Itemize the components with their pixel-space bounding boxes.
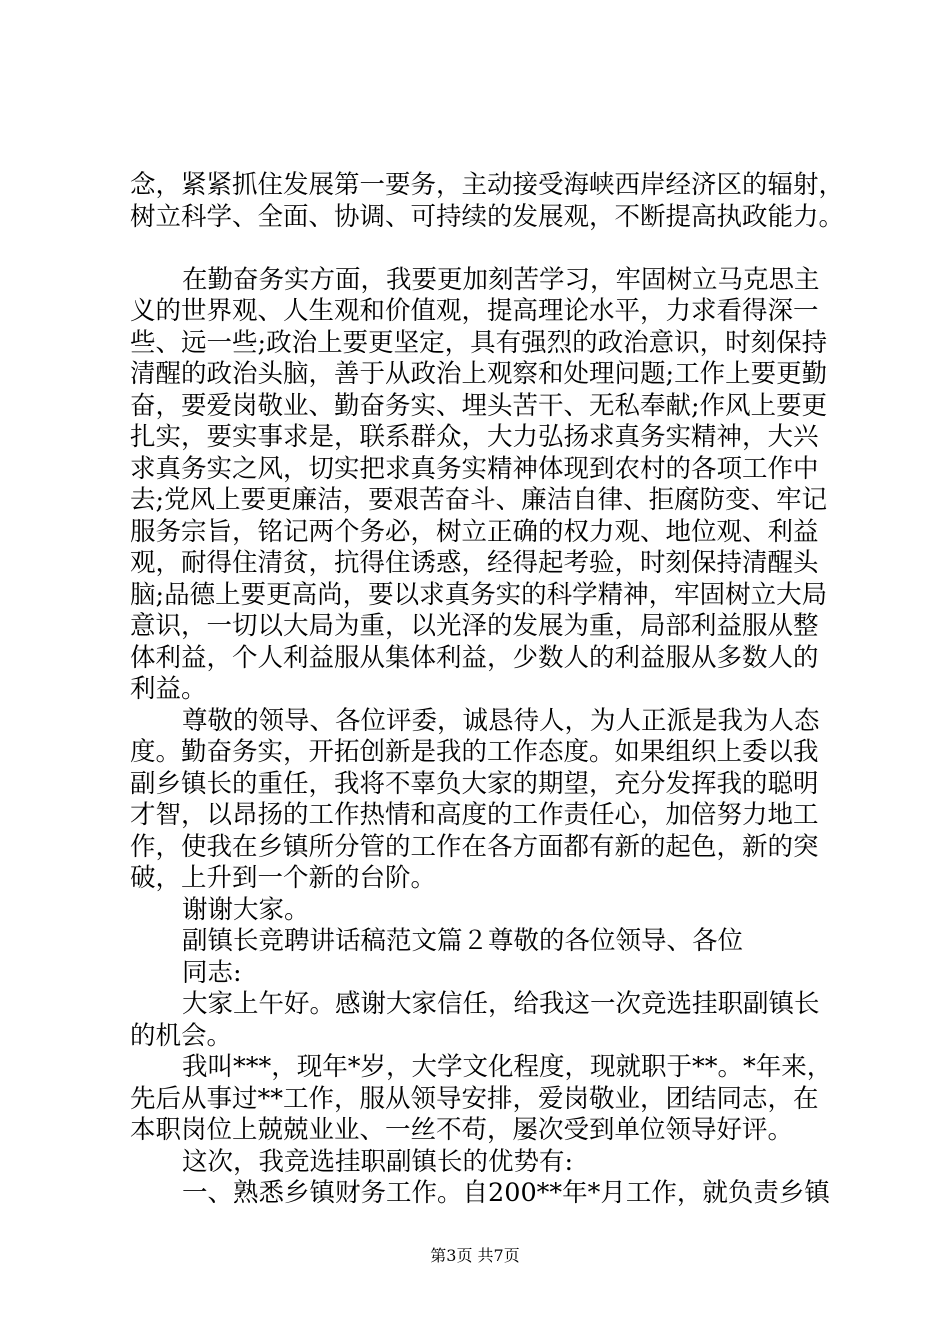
text-line: 去;党风上要更廉洁，要艰苦奋斗、廉洁自律、拒腐防变、牢记 (130, 485, 828, 515)
text-line: 大家上午好。感谢大家信任，给我这一次竞选挂职副镇长 (182, 989, 820, 1019)
text-line: 利益。 (130, 674, 207, 704)
text-line: 奋，要爱岗敬业、勤奋务实、埋头苦干、无私奉献;作风上要更 (130, 390, 828, 421)
paragraph-gap (130, 233, 840, 265)
text-line: 我叫***，现年*岁，大学文化程度，现就职于**。*年来， (182, 1052, 833, 1082)
text-line: 这次，我竞选挂职副镇长的优势有: (182, 1146, 574, 1177)
text-line: 尊敬的领导、各位评委，诚恳待人，为人正派是我为人态 (182, 705, 820, 736)
page-footer: 第3页 共7页 (430, 1246, 520, 1265)
document-body (130, 170, 845, 1210)
text-line: 清醒的政治头脑，善于从政治上观察和处理问题;工作上要更勤 (130, 359, 828, 389)
text-line: 体利益，个人利益服从集体利益，少数人的利益服从多数人的 (130, 642, 819, 673)
text-line: 作，使我在乡镇所分管的工作在各方面都有新的起色，新的突 (130, 831, 819, 862)
text-line: 求真务实之风，切实把求真务实精神体现到农村的各项工作中 (130, 453, 819, 484)
text-line: 同志: (182, 957, 242, 988)
text-line: 意识，一切以大局为重，以光泽的发展为重，局部利益服从整 (130, 611, 819, 641)
text-line: 脑;品德上要更高尚，要以求真务实的科学精神，牢固树立大局 (130, 579, 828, 610)
text-line: 才智，以昂扬的工作热情和高度的工作责任心，加倍努力地工 (130, 800, 819, 830)
text-line: 度。勤奋务实，开拓创新是我的工作态度。如果组织上委以我 (130, 737, 819, 767)
text-line: 些、远一些;政治上要更坚定，具有强烈的政治意识，时刻保持 (130, 327, 828, 358)
text-line: 树立科学、全面、协调、可持续的发展观，不断提高执政能力。 (130, 201, 845, 232)
text-line: 副镇长竞聘讲话稿范文篇２尊敬的各位领导、各位 (182, 926, 744, 956)
text-line: 谢谢大家。 (182, 894, 310, 925)
text-line: 扎实，要实事求是，联系群众，大力弘扬求真务实精神，大兴 (130, 422, 819, 452)
text-line: 义的世界观、人生观和价值观，提高理论水平，力求看得深一 (130, 296, 819, 326)
text-line: 观，耐得住清贫，抗得住诱惑，经得起考验，时刻保持清醒头 (130, 548, 819, 578)
text-line: 本职岗位上兢兢业业、一丝不苟，屡次受到单位领导好评。 (130, 1115, 794, 1145)
text-line: 一、熟悉乡镇财务工作。自200**年*月工作，就负责乡镇 (182, 1178, 830, 1208)
text-line: 的机会。 (130, 1020, 233, 1051)
text-line: 先后从事过**工作，服从领导安排，爱岗敬业，团结同志，在 (130, 1083, 819, 1114)
text-line: 在勤奋务实方面，我要更加刻苦学习，牢固树立马克思主 (182, 264, 820, 295)
text-line: 副乡镇长的重任，我将不辜负大家的期望，充分发挥我的聪明 (130, 768, 819, 799)
text-line: 服务宗旨，铭记两个务必，树立正确的权力观、地位观、利益 (130, 516, 819, 547)
text-line: 破，上升到一个新的台阶。 (130, 863, 437, 893)
text-line: 念，紧紧抓住发展第一要务，主动接受海峡西岸经济区的辐射， (130, 170, 845, 200)
